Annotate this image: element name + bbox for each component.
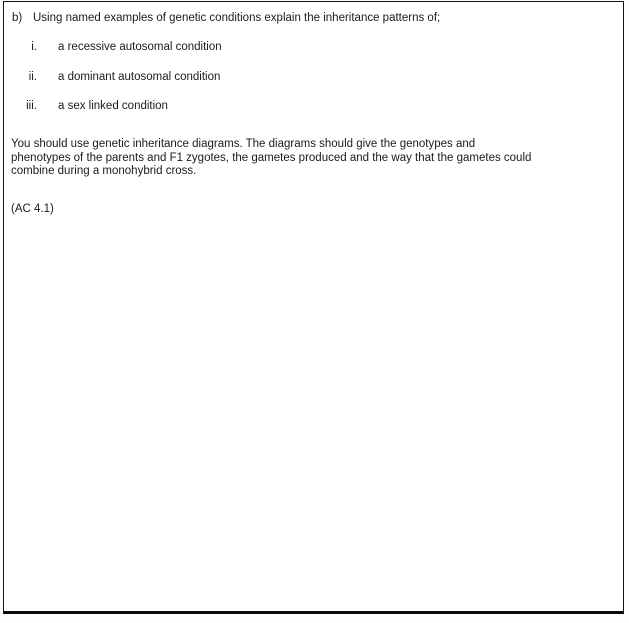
list-item-numeral: ii. — [28, 71, 37, 83]
list-item — [12, 70, 220, 84]
question-part-label: b) — [12, 12, 23, 24]
list-item — [12, 40, 222, 54]
instructions-paragraph — [11, 138, 531, 179]
list-item — [12, 99, 168, 113]
question-box — [3, 1, 624, 614]
instructions-line: phenotypes of the parents and F1 zygotes, the gametes produced and the way that the gametes could — [11, 151, 532, 164]
question-heading — [12, 11, 440, 25]
list-item-text: a recessive autosomal condition — [58, 41, 222, 53]
instructions-line: You should use genetic inheritance diagrams. The diagrams should give the genotypes and — [11, 138, 476, 150]
list-item-text: a dominant autosomal condition — [58, 71, 221, 83]
list-item-numeral: iii. — [26, 100, 37, 112]
question-prompt-text: Using named examples of genetic conditions explain the inheritance patterns of; — [33, 12, 441, 24]
list-item-text: a sex linked condition — [58, 100, 168, 112]
assessment-criteria-label: (AC 4.1) — [11, 203, 54, 215]
instructions-line: combine during a monohybrid cross. — [11, 165, 197, 177]
list-item-numeral: i. — [31, 41, 37, 53]
